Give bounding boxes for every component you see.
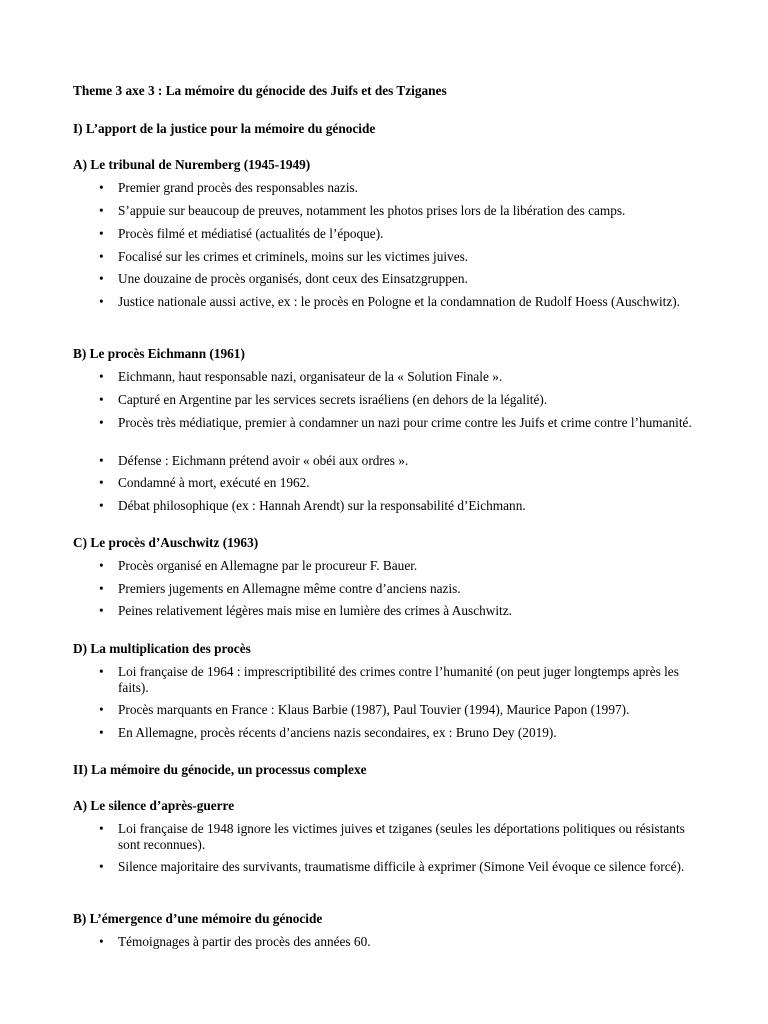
list-item: Procès organisé en Allemagne par le procureur F. Bauer. bbox=[118, 558, 418, 573]
list-item: Procès très médiatique, premier à condamner un nazi pour crime contre les Juifs et crime contre l’humanité. bbox=[118, 415, 692, 430]
list-item: Défense : Eichmann prétend avoir « obéi aux ordres ». bbox=[118, 453, 409, 468]
list-item: Focalisé sur les crimes et criminels, moins sur les victimes juives. bbox=[118, 249, 469, 264]
bullet: • bbox=[99, 702, 104, 717]
list-item: Procès filmé et médiatisé (actualités de l’époque). bbox=[118, 226, 384, 241]
bullet: • bbox=[99, 558, 104, 573]
bullet: • bbox=[99, 725, 104, 740]
bullet: • bbox=[99, 934, 104, 949]
bullet: • bbox=[99, 294, 104, 309]
bullet: • bbox=[99, 369, 104, 384]
section-heading: D) La multiplication des procès bbox=[73, 641, 251, 656]
section-heading: B) L’émergence d’une mémoire du génocide bbox=[73, 911, 323, 926]
section-heading: C) Le procès d’Auschwitz (1963) bbox=[73, 535, 259, 550]
bullet: • bbox=[99, 249, 104, 264]
part-2-heading: II) La mémoire du génocide, un processus complexe bbox=[73, 762, 367, 777]
list-item: Loi française de 1964 : imprescriptibilité des crimes contre l’humanité (on peut juger longtemps après les faits). bbox=[118, 664, 679, 695]
bullet: • bbox=[99, 664, 104, 679]
bullet: • bbox=[99, 226, 104, 241]
bullet: • bbox=[99, 821, 104, 836]
bullet: • bbox=[99, 180, 104, 195]
bullet: • bbox=[99, 203, 104, 218]
part-1-heading: I) L’apport de la justice pour la mémoire du génocide bbox=[73, 121, 376, 136]
list-item: Premiers jugements en Allemagne même contre d’anciens nazis. bbox=[118, 581, 461, 596]
list-item: Procès marquants en France : Klaus Barbie (1987), Paul Touvier (1994), Maurice Papon (1997). bbox=[118, 702, 630, 717]
list-item: S’appuie sur beaucoup de preuves, notamment les photos prises lors de la libération des camps. bbox=[118, 203, 626, 218]
list-item: Premier grand procès des responsables nazis. bbox=[118, 180, 359, 195]
list-item: Silence majoritaire des survivants, traumatisme difficile à exprimer (Simone Veil évoque ce silence forcé). bbox=[118, 859, 685, 874]
list-item: Une douzaine de procès organisés, dont ceux des Einsatzgruppen. bbox=[118, 271, 468, 286]
section-heading: A) Le tribunal de Nuremberg (1945-1949) bbox=[73, 157, 311, 172]
bullet: • bbox=[99, 475, 104, 490]
list-item: Peines relativement légères mais mise en lumière des crimes à Auschwitz. bbox=[118, 603, 512, 618]
bullet: • bbox=[99, 603, 104, 618]
list-item: Loi française de 1948 ignore les victimes juives et tziganes (seules les déportations politiques ou résistants sont reconnues). bbox=[118, 821, 685, 852]
list-item: En Allemagne, procès récents d’anciens nazis secondaires, ex : Bruno Dey (2019). bbox=[118, 725, 557, 740]
list-item: Témoignages à partir des procès des années 60. bbox=[118, 934, 371, 949]
bullet: • bbox=[99, 453, 104, 468]
bullet: • bbox=[99, 271, 104, 286]
list-item: Justice nationale aussi active, ex : le procès en Pologne et la condamnation de Rudolf Hoess (Auschwitz). bbox=[118, 294, 681, 309]
list-item: Débat philosophique (ex : Hannah Arendt) sur la responsabilité d’Eichmann. bbox=[118, 498, 526, 513]
document-title: Theme 3 axe 3 : La mémoire du génocide des Juifs et des Tziganes bbox=[73, 83, 447, 98]
list-item: Condamné à mort, exécuté en 1962. bbox=[118, 475, 310, 490]
list-item: Eichmann, haut responsable nazi, organisateur de la « Solution Finale ». bbox=[118, 369, 503, 384]
bullet: • bbox=[99, 581, 104, 596]
bullet: • bbox=[99, 498, 104, 513]
bullet: • bbox=[99, 392, 104, 407]
list-item: Capturé en Argentine par les services secrets israéliens (en dehors de la légalité). bbox=[118, 392, 548, 407]
bullet: • bbox=[99, 859, 104, 874]
section-heading: B) Le procès Eichmann (1961) bbox=[73, 346, 245, 361]
bullet: • bbox=[99, 415, 104, 430]
section-heading: A) Le silence d’après-guerre bbox=[73, 798, 235, 813]
